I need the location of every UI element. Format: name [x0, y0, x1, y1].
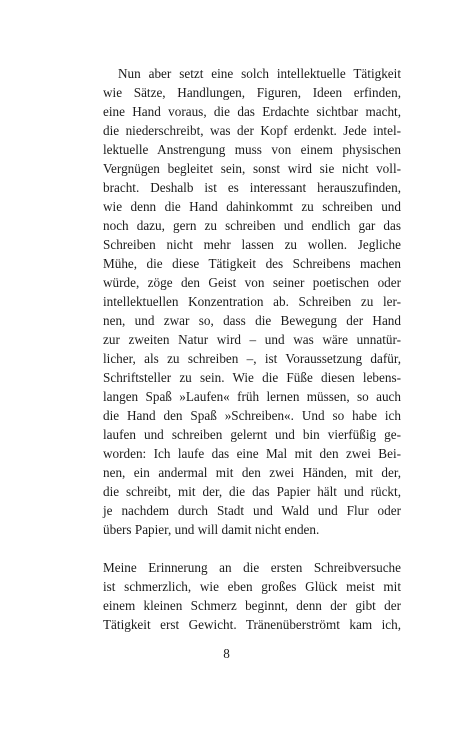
page-number: 8 [223, 646, 230, 661]
text-line: Tätigkeit erst Gewicht. Tränenüberströmt kam ich, [103, 617, 401, 632]
text-line: Mühe, die diese Tätigkeit des Schreibens machen [103, 256, 401, 271]
text-line: nen, und zwar so, dass die Bewegung der Hand [103, 313, 401, 328]
text-line: die niederschreibt, was der Kopf erdenkt. Jede intel- [103, 123, 401, 138]
text-line: wie denn die Hand dahinkommt zu schreiben und [103, 199, 401, 214]
text-line: die schreibt, mit der, die das Papier hält und rückt, [103, 484, 401, 499]
text-line: bracht. Deshalb ist es interessant herauszufinden, [103, 180, 401, 195]
text-line: einem kleinen Schmerz beginnt, denn der gibt der [103, 598, 401, 613]
text-line: lektuelle Anstrengung muss von einem physischen [103, 142, 401, 157]
text-line: Nun aber setzt eine solch intellektuelle Tätigkeit [118, 66, 401, 81]
text-line: Vergnügen begleitet sein, sonst wird sie nicht voll- [103, 161, 401, 176]
text-line: Schreiben nicht mehr lassen zu wollen. Jegliche [103, 237, 401, 252]
text-line: Schriftsteller zu sein. Wie die Füße diesen lebens- [103, 370, 401, 385]
text-line: wie Sätze, Handlungen, Figuren, Ideen erfinden, [103, 85, 401, 100]
text-line: intellektuellen Konzentration ab. Schreiben zu ler- [103, 294, 401, 309]
text-line: übers Papier, und will damit nicht enden. [103, 522, 320, 537]
text-line: worden: Ich laufe das eine Mal mit den zwei Bei- [103, 446, 401, 461]
text-line: noch dazu, gern zu schreiben und endlich gar das [103, 218, 401, 233]
text-line: laufen und schreiben gelernt und bin vierfüßig ge- [103, 427, 401, 442]
text-line: langen Spaß »Laufen« früh lernen müssen, so auch [103, 389, 401, 404]
text-line: ist schmerzlich, wie eben großes Glück meist mit [103, 579, 401, 594]
text-line: zur zweiten Natur wird – und was wäre unnatür- [103, 332, 401, 347]
text-line: je nachdem durch Stadt und Wald und Flur oder [103, 503, 401, 518]
text-line: eine Hand voraus, die das Erdachte sichtbar macht, [103, 104, 401, 119]
text-line: würde, zöge den Geist von seiner poetischen oder [103, 275, 401, 290]
text-line: licher, als zu schreiben –, ist Voraussetzung dafür, [103, 351, 401, 366]
text-line: Meine Erinnerung an die ersten Schreibversuche [103, 560, 401, 575]
text-line: nen, ein andermal mit den zwei Händen, mit der, [103, 465, 401, 480]
text-line: die Hand den Spaß »Schreiben«. Und so habe ich [103, 408, 401, 423]
